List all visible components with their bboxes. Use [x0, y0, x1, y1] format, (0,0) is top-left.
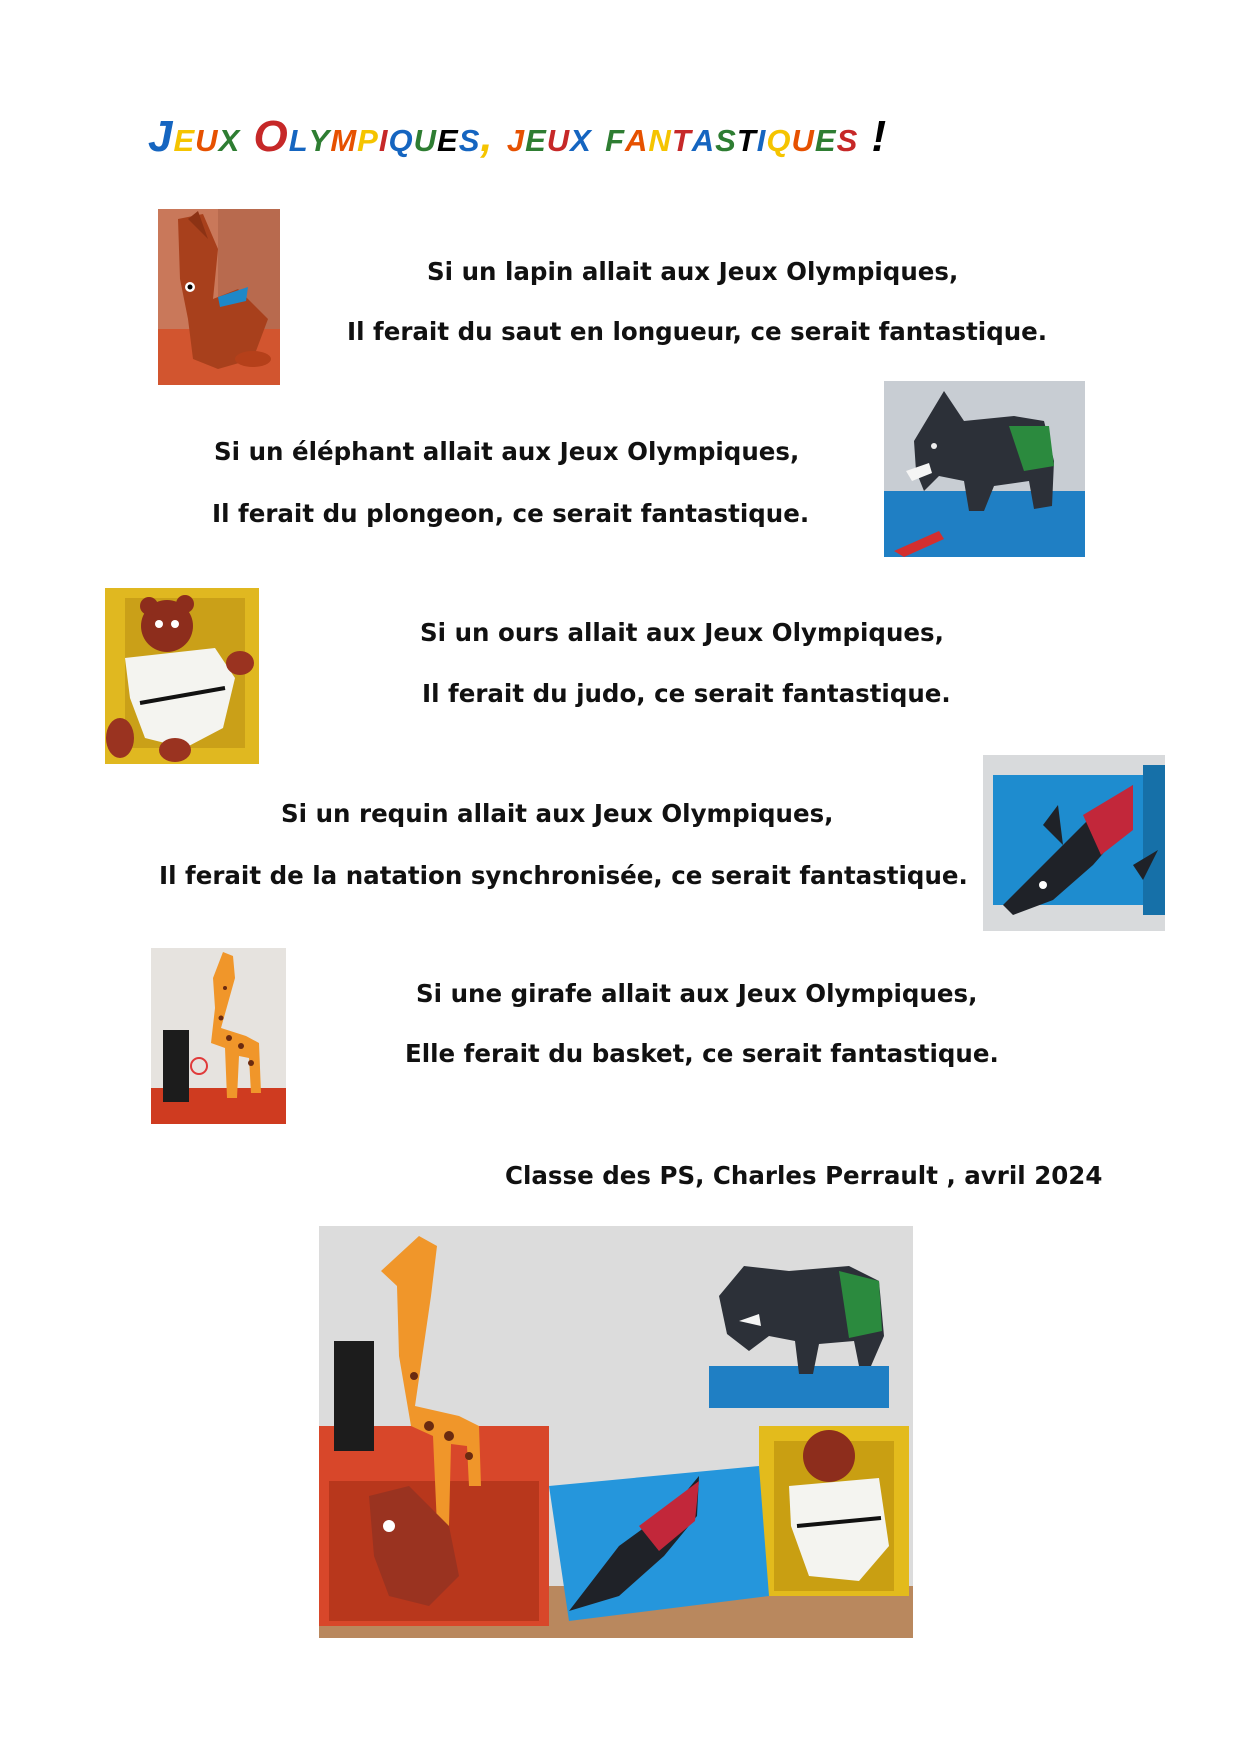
rabbit-sculpture-icon — [158, 209, 280, 385]
bear-photo — [105, 588, 259, 764]
stanza-1-line-1: Si un lapin allait aux Jeux Olympiques, — [427, 257, 959, 286]
stanza-3-line-2: Il ferait du judo, ce serait fantastique. — [422, 679, 951, 708]
bear-sculpture-icon — [105, 588, 259, 764]
elephant-photo — [884, 381, 1085, 557]
stanza-5-line-2: Elle ferait du basket, ce serait fantastique. — [405, 1039, 999, 1068]
elephant-sculpture-icon — [884, 381, 1085, 557]
stanza-4-line-1: Si un requin allait aux Jeux Olympiques, — [281, 799, 834, 828]
giraffe-sculpture-icon — [151, 948, 286, 1124]
stanza-1-line-2: Il ferait du saut en longueur, ce serait fantastique. — [347, 317, 1048, 346]
stanza-2-line-1: Si un éléphant allait aux Jeux Olympiques, — [214, 437, 800, 466]
rabbit-photo — [158, 209, 280, 385]
group-sculptures-icon — [319, 1226, 913, 1638]
class-signature: Classe des PS, Charles Perrault , avril 2024 — [505, 1161, 1103, 1190]
shark-photo — [983, 755, 1165, 931]
giraffe-photo — [151, 948, 286, 1124]
group-photo — [319, 1226, 913, 1638]
stanza-2-line-2: Il ferait du plongeon, ce serait fantastique. — [212, 499, 810, 528]
stanza-5-line-1: Si une girafe allait aux Jeux Olympiques, — [416, 979, 978, 1008]
page-title: Jeux Olympiques, jeux fantastiques ! — [148, 112, 888, 161]
shark-sculpture-icon — [983, 755, 1165, 931]
stanza-4-line-2: Il ferait de la natation synchronisée, ce serait fantastique. — [159, 861, 968, 890]
stanza-3-line-1: Si un ours allait aux Jeux Olympiques, — [420, 618, 944, 647]
